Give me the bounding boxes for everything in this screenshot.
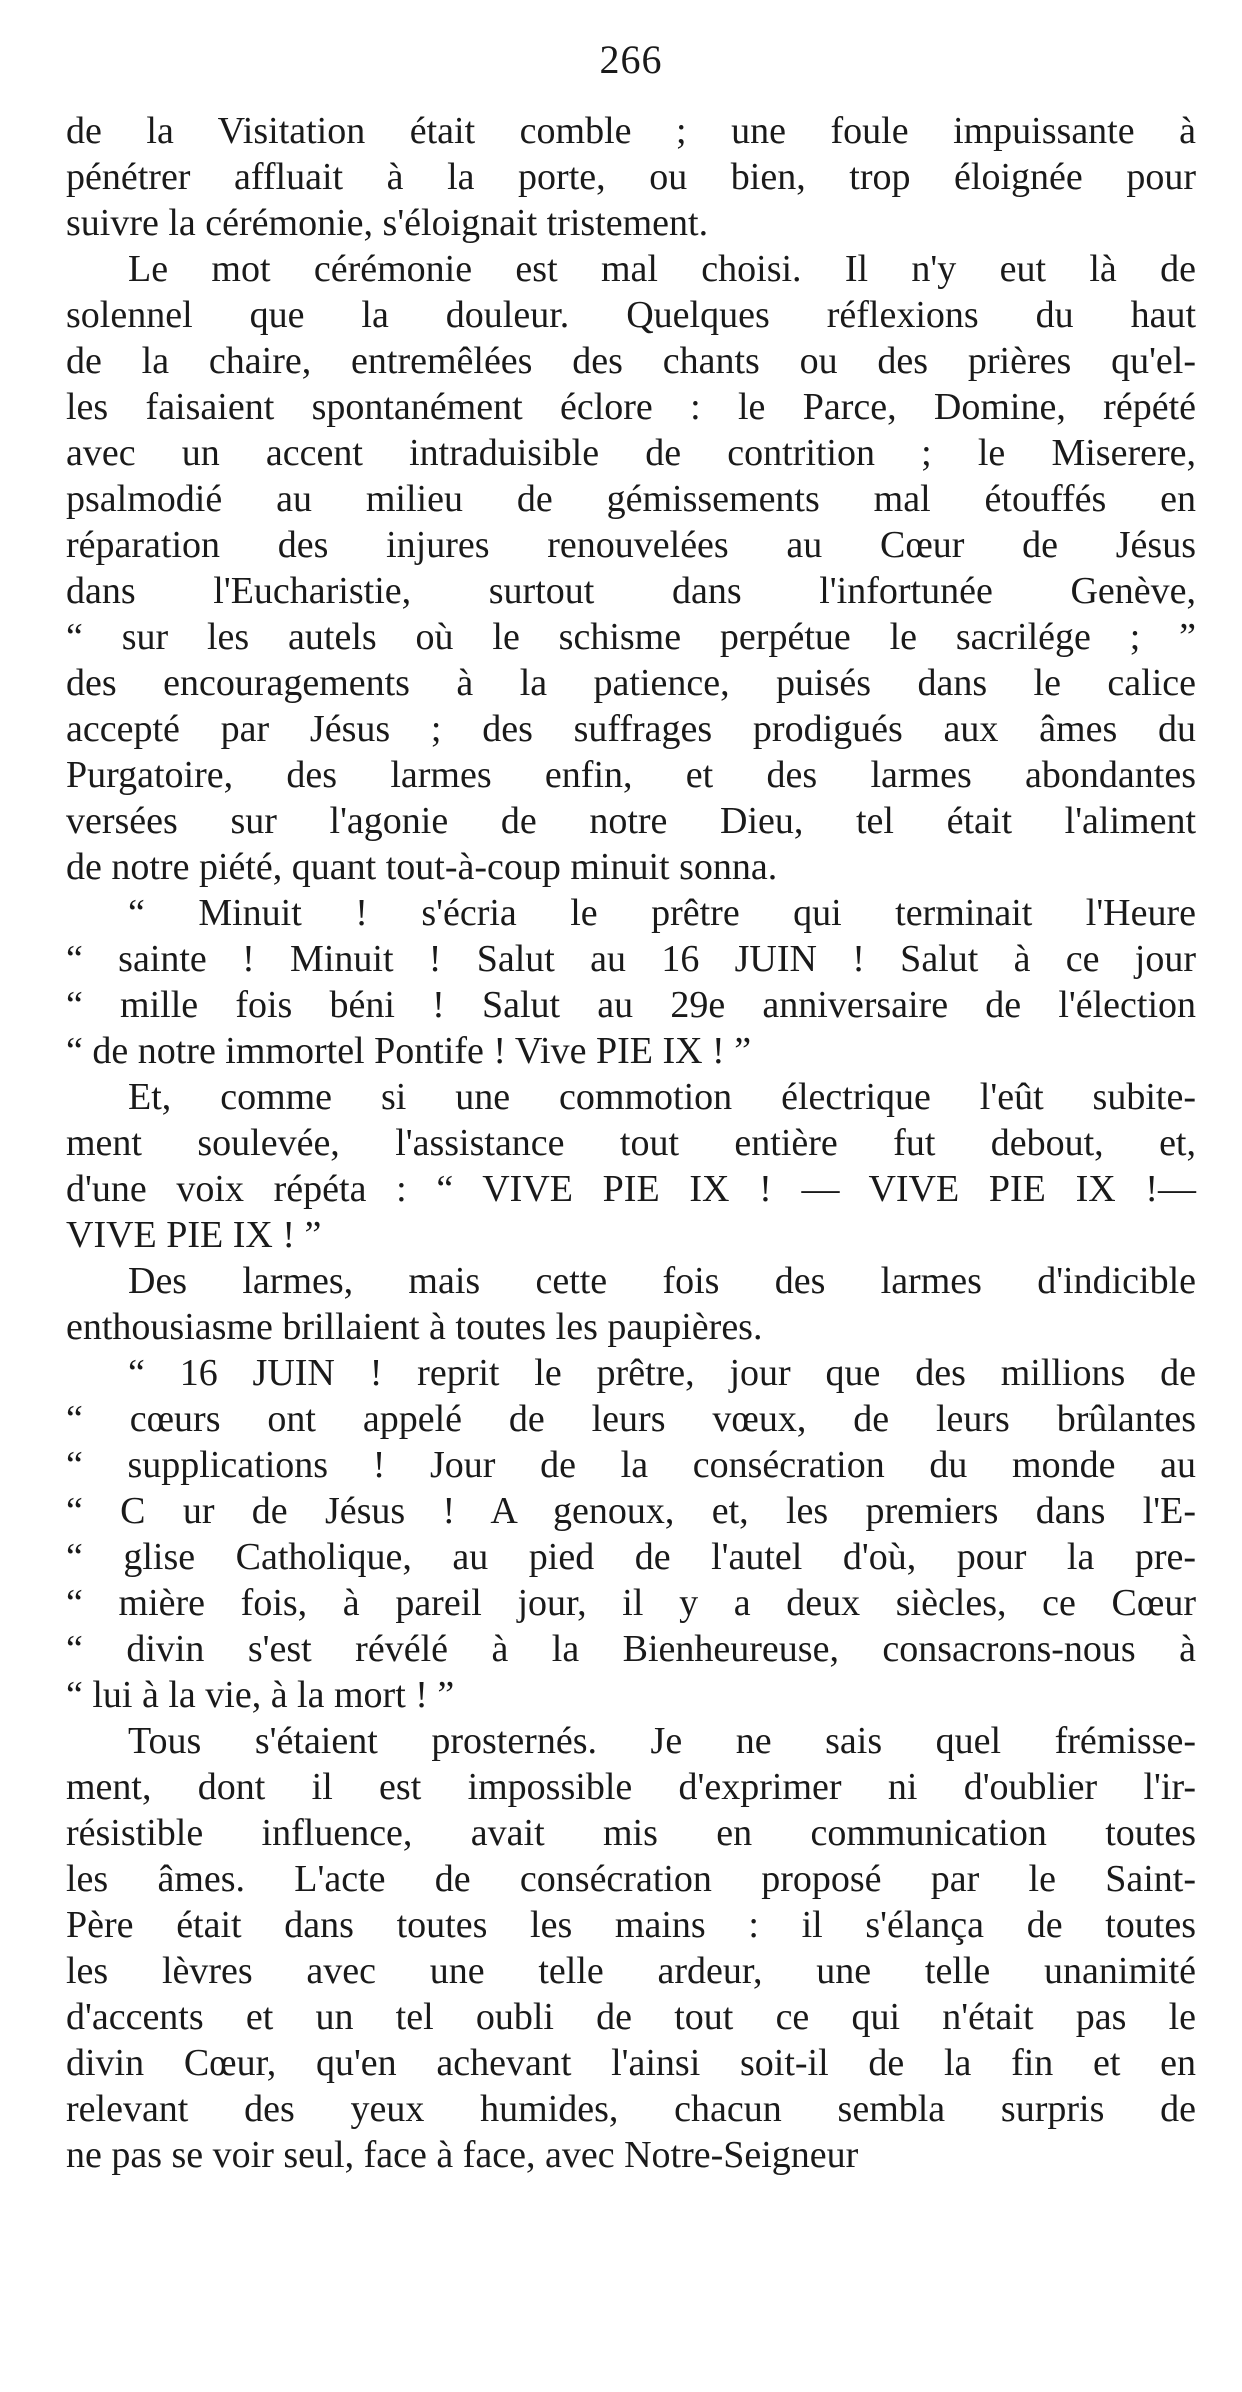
- text-line: de notre piété, quant tout-à-coup minuit sonna.: [66, 846, 778, 888]
- text-line: de la chaire, entremêlées des chants ou des prières qu'el-: [66, 340, 1196, 382]
- text-line: “ mière fois, à pareil jour, il y a deux siècles, ce Cœur: [66, 1582, 1196, 1624]
- document-page: [66, 30, 1196, 2178]
- text-line: Le mot cérémonie est mal choisi. Il n'y eut là de: [128, 248, 1196, 290]
- text-line: de la Visitation était comble ; une foule impuissante à: [66, 110, 1196, 152]
- page-number: 266: [599, 37, 663, 82]
- text-line: “ divin s'est révélé à la Bienheureuse, consacrons-nous à: [66, 1628, 1196, 1670]
- text-line: réparation des injures renouvelées au Cœur de Jésus: [66, 524, 1196, 566]
- text-line: solennel que la douleur. Quelques réflexions du haut: [66, 294, 1196, 336]
- text-line: des encouragements à la patience, puisés dans le calice: [66, 662, 1196, 704]
- text-line: Purgatoire, des larmes enfin, et des larmes abondantes: [66, 754, 1196, 796]
- text-line: résistible influence, avait mis en communication toutes: [66, 1812, 1196, 1854]
- text-line: divin Cœur, qu'en achevant l'ainsi soit-il de la fin et en: [66, 2042, 1196, 2084]
- text-line: “ de notre immortel Pontife ! Vive PIE IX ! ”: [66, 1030, 752, 1072]
- text-line: ment, dont il est impossible d'exprimer ni d'oublier l'ir-: [66, 1766, 1196, 1808]
- text-line: “ 16 JUIN ! reprit le prêtre, jour que des millions de: [128, 1352, 1196, 1394]
- text-line: “ supplications ! Jour de la consécration du monde au: [66, 1444, 1196, 1486]
- text-line: d'accents et un tel oubli de tout ce qui n'était pas le: [66, 1996, 1196, 2038]
- text-line: dans l'Eucharistie, surtout dans l'infortunée Genève,: [66, 570, 1196, 612]
- text-line: Des larmes, mais cette fois des larmes d'indicible: [128, 1260, 1196, 1302]
- text-line: Tous s'étaient prosternés. Je ne sais quel frémisse-: [128, 1720, 1196, 1762]
- text-line: relevant des yeux humides, chacun sembla surpris de: [66, 2088, 1196, 2130]
- text-line: “ mille fois béni ! Salut au 29e anniversaire de l'élection: [66, 984, 1196, 1026]
- text-line: psalmodié au milieu de gémissements mal étouffés en: [66, 478, 1196, 520]
- text-line: les âmes. L'acte de consécration proposé par le Saint-: [66, 1858, 1196, 1900]
- text-line: VIVE PIE IX ! ”: [66, 1214, 322, 1256]
- text-line: Père était dans toutes les mains : il s'élança de toutes: [66, 1904, 1196, 1946]
- text-line: avec un accent intraduisible de contrition ; le Miserere,: [66, 432, 1196, 474]
- text-line: “ cœurs ont appelé de leurs vœux, de leurs brûlantes: [66, 1398, 1196, 1440]
- text-line: pénétrer affluait à la porte, ou bien, trop éloignée pour: [66, 156, 1196, 198]
- text-line: ment soulevée, l'assistance tout entière fut debout, et,: [66, 1122, 1196, 1164]
- text-line: “ Minuit ! s'écria le prêtre qui terminait l'Heure: [128, 892, 1196, 934]
- text-line: “ lui à la vie, à la mort ! ”: [66, 1674, 455, 1716]
- text-line: accepté par Jésus ; des suffrages prodigués aux âmes du: [66, 708, 1196, 750]
- text-line: enthousiasme brillaient à toutes les paupières.: [66, 1306, 763, 1348]
- text-line: “ C ur de Jésus ! A genoux, et, les premiers dans l'E-: [66, 1490, 1196, 1532]
- body-text: [66, 108, 1196, 2178]
- text-line: “ sur les autels où le schisme perpétue le sacrilége ; ”: [66, 616, 1196, 658]
- text-line: “ glise Catholique, au pied de l'autel d'où, pour la pre-: [66, 1536, 1196, 1578]
- text-line: suivre la cérémonie, s'éloignait tristement.: [66, 202, 709, 244]
- text-line: les lèvres avec une telle ardeur, une telle unanimité: [66, 1950, 1196, 1992]
- text-line: d'une voix répéta : “ VIVE PIE IX ! — VIVE PIE IX !—: [66, 1168, 1196, 1210]
- text-line: versées sur l'agonie de notre Dieu, tel était l'aliment: [66, 800, 1196, 842]
- text-line: ne pas se voir seul, face à face, avec Notre-Seigneur: [66, 2134, 859, 2176]
- text-line: Et, comme si une commotion électrique l'eût subite-: [128, 1076, 1196, 1118]
- text-line: les faisaient spontanément éclore : le Parce, Domine, répété: [66, 386, 1196, 428]
- text-line: “ sainte ! Minuit ! Salut au 16 JUIN ! Salut à ce jour: [66, 938, 1196, 980]
